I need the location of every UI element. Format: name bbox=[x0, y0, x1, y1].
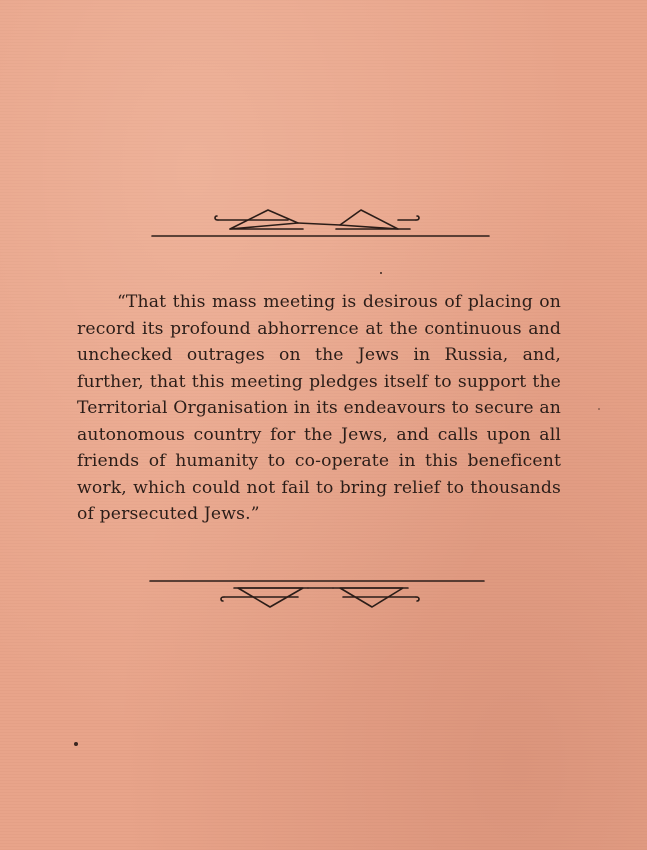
resolution-quote: “That this mass meeting is desirous of placing on record its profound abhorrence at the continuous and unchecked outrages on the Jews in Russia, and, further, that this meeting pledges itself to support the Territorial Organisation in its endeavours to secure an autonomous country for the Jews, and calls upon all friends of humanity to co-operate in this beneficent work, which could not fail to bring relief to thousands of persecuted Jews.” bbox=[77, 292, 561, 524]
bottom-ornament-icon bbox=[148, 575, 493, 611]
top-ornament-divider bbox=[148, 205, 493, 241]
paper-speck bbox=[380, 272, 382, 274]
paper-speck bbox=[74, 742, 78, 746]
paper-speck bbox=[598, 408, 600, 410]
top-ornament-icon bbox=[148, 205, 493, 241]
bottom-ornament-divider bbox=[148, 575, 493, 611]
